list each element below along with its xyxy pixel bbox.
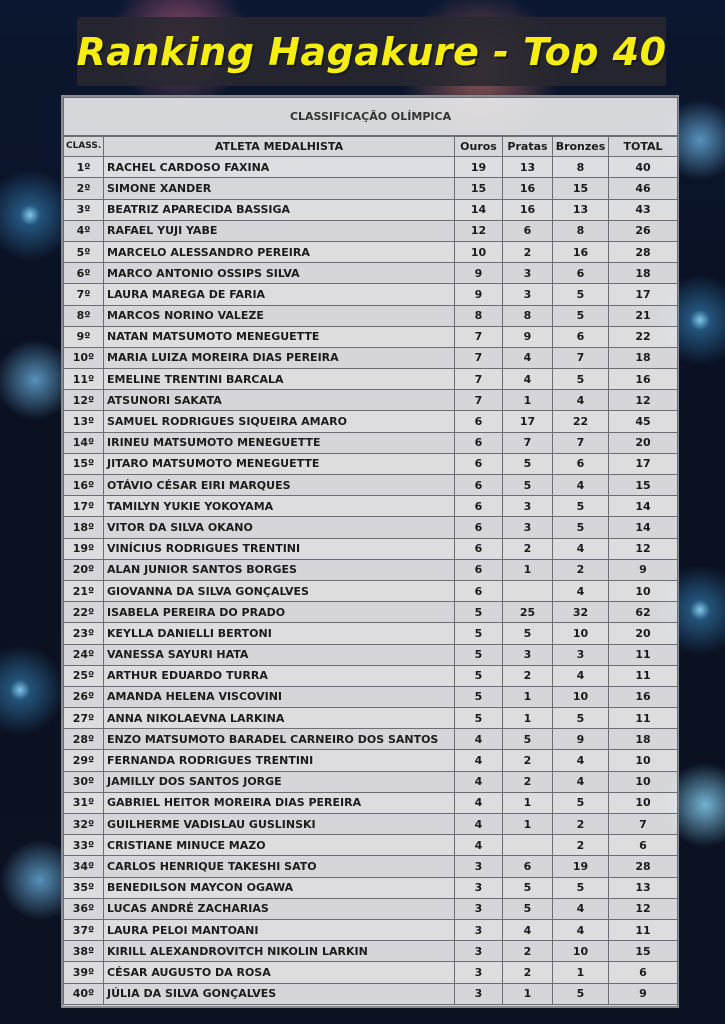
gold-count: 19 <box>455 157 503 178</box>
gold-count: 9 <box>455 284 503 305</box>
silver-count: 1 <box>503 814 553 835</box>
gold-count: 6 <box>455 411 503 432</box>
gold-count: 6 <box>455 453 503 474</box>
header-silver: Pratas <box>503 136 553 157</box>
athlete-name: CARLOS HENRIQUE TAKESHI SATO <box>104 856 455 877</box>
rank-cell: 39º <box>64 962 104 983</box>
total-count: 11 <box>609 919 678 940</box>
silver-count: 17 <box>503 411 553 432</box>
total-count: 62 <box>609 602 678 623</box>
table-row <box>64 432 678 453</box>
table-row <box>64 157 678 178</box>
athlete-name: LUCAS ANDRÉ ZACHARIAS <box>104 898 455 919</box>
table-header-row <box>64 136 678 157</box>
table-row <box>64 729 678 750</box>
athlete-name: NATAN MATSUMOTO MENEGUETTE <box>104 326 455 347</box>
rank-cell: 23º <box>64 623 104 644</box>
rank-cell: 7º <box>64 284 104 305</box>
page-title: Ranking Hagakure - Top 40 <box>76 29 667 74</box>
total-count: 9 <box>609 983 678 1004</box>
rank-cell: 21º <box>64 580 104 601</box>
athlete-name: ANNA NIKOLAEVNA LARKINA <box>104 708 455 729</box>
table-row <box>64 284 678 305</box>
athlete-name: VITOR DA SILVA OKANO <box>104 517 455 538</box>
gold-count: 5 <box>455 708 503 729</box>
rank-cell: 27º <box>64 708 104 729</box>
bronze-count: 5 <box>553 369 609 390</box>
bronze-count: 5 <box>553 983 609 1004</box>
table-caption: CLASSIFICAÇÃO OLÍMPICA <box>64 98 678 136</box>
table-row <box>64 623 678 644</box>
athlete-name: ENZO MATSUMOTO BARADEL CARNEIRO DOS SANTOS <box>104 729 455 750</box>
total-count: 9 <box>609 559 678 580</box>
bronze-count: 4 <box>553 475 609 496</box>
total-count: 17 <box>609 453 678 474</box>
total-count: 26 <box>609 220 678 241</box>
total-count: 28 <box>609 856 678 877</box>
rank-cell: 16º <box>64 475 104 496</box>
table-row <box>64 178 678 199</box>
table-row <box>64 792 678 813</box>
table-row <box>64 750 678 771</box>
total-count: 13 <box>609 877 678 898</box>
athlete-name: GABRIEL HEITOR MOREIRA DIAS PEREIRA <box>104 792 455 813</box>
gold-count: 7 <box>455 390 503 411</box>
header-bronze: Bronzes <box>553 136 609 157</box>
bronze-count: 16 <box>553 241 609 262</box>
gold-count: 4 <box>455 814 503 835</box>
table-row <box>64 941 678 962</box>
gold-count: 8 <box>455 305 503 326</box>
bronze-count: 6 <box>553 453 609 474</box>
bronze-count: 22 <box>553 411 609 432</box>
bronze-count: 3 <box>553 644 609 665</box>
gold-count: 6 <box>455 559 503 580</box>
silver-count: 1 <box>503 708 553 729</box>
gold-count: 3 <box>455 919 503 940</box>
athlete-name: LAURA MAREGA DE FARIA <box>104 284 455 305</box>
rank-cell: 19º <box>64 538 104 559</box>
gold-count: 14 <box>455 199 503 220</box>
rank-cell: 9º <box>64 326 104 347</box>
athlete-name: JAMILLY DOS SANTOS JORGE <box>104 771 455 792</box>
silver-count: 16 <box>503 178 553 199</box>
rank-cell: 3º <box>64 199 104 220</box>
silver-count: 5 <box>503 475 553 496</box>
table-row <box>64 411 678 432</box>
bronze-count: 4 <box>553 771 609 792</box>
rank-cell: 33º <box>64 835 104 856</box>
total-count: 6 <box>609 962 678 983</box>
bronze-count: 4 <box>553 919 609 940</box>
rank-cell: 38º <box>64 941 104 962</box>
gold-count: 6 <box>455 517 503 538</box>
gold-count: 3 <box>455 941 503 962</box>
bronze-count: 4 <box>553 750 609 771</box>
bronze-count: 10 <box>553 941 609 962</box>
silver-count: 5 <box>503 729 553 750</box>
bronze-count: 6 <box>553 263 609 284</box>
silver-count: 5 <box>503 623 553 644</box>
rank-cell: 24º <box>64 644 104 665</box>
rank-cell: 32º <box>64 814 104 835</box>
table-row <box>64 983 678 1004</box>
bronze-count: 5 <box>553 517 609 538</box>
athlete-name: ALAN JUNIOR SANTOS BORGES <box>104 559 455 580</box>
gold-count: 4 <box>455 771 503 792</box>
silver-count: 3 <box>503 284 553 305</box>
gold-count: 4 <box>455 835 503 856</box>
table-body <box>64 157 678 1005</box>
total-count: 12 <box>609 898 678 919</box>
total-count: 20 <box>609 623 678 644</box>
athlete-name: VINÍCIUS RODRIGUES TRENTINI <box>104 538 455 559</box>
rank-cell: 18º <box>64 517 104 538</box>
total-count: 11 <box>609 665 678 686</box>
total-count: 18 <box>609 263 678 284</box>
total-count: 15 <box>609 475 678 496</box>
table-row <box>64 919 678 940</box>
table-row <box>64 898 678 919</box>
silver-count: 5 <box>503 453 553 474</box>
bronze-count: 4 <box>553 665 609 686</box>
table-row <box>64 453 678 474</box>
gold-count: 4 <box>455 729 503 750</box>
athlete-name: IRINEU MATSUMOTO MENEGUETTE <box>104 432 455 453</box>
bronze-count: 19 <box>553 856 609 877</box>
table-row <box>64 305 678 326</box>
rank-cell: 10º <box>64 347 104 368</box>
athlete-name: MARCO ANTONIO OSSIPS SILVA <box>104 263 455 284</box>
total-count: 15 <box>609 941 678 962</box>
total-count: 40 <box>609 157 678 178</box>
athlete-name: CRISTIANE MINUCE MAZO <box>104 835 455 856</box>
silver-count: 1 <box>503 792 553 813</box>
total-count: 22 <box>609 326 678 347</box>
silver-count: 6 <box>503 856 553 877</box>
total-count: 7 <box>609 814 678 835</box>
athlete-name: RACHEL CARDOSO FAXINA <box>104 157 455 178</box>
bronze-count: 4 <box>553 898 609 919</box>
rank-cell: 13º <box>64 411 104 432</box>
gold-count: 6 <box>455 432 503 453</box>
silver-count: 2 <box>503 538 553 559</box>
total-count: 43 <box>609 199 678 220</box>
rank-cell: 1º <box>64 157 104 178</box>
gold-count: 5 <box>455 602 503 623</box>
gold-count: 3 <box>455 962 503 983</box>
silver-count: 2 <box>503 771 553 792</box>
gold-count: 10 <box>455 241 503 262</box>
total-count: 18 <box>609 729 678 750</box>
bronze-count: 9 <box>553 729 609 750</box>
bronze-count: 10 <box>553 623 609 644</box>
gold-count: 4 <box>455 792 503 813</box>
gold-count: 5 <box>455 665 503 686</box>
athlete-name: BEATRIZ APARECIDA BASSIGA <box>104 199 455 220</box>
table-row <box>64 369 678 390</box>
total-count: 11 <box>609 708 678 729</box>
table-row <box>64 390 678 411</box>
athlete-name: AMANDA HELENA VISCOVINI <box>104 686 455 707</box>
silver-count: 4 <box>503 369 553 390</box>
silver-count: 1 <box>503 983 553 1004</box>
total-count: 12 <box>609 390 678 411</box>
rank-cell: 2º <box>64 178 104 199</box>
athlete-name: ARTHUR EDUARDO TURRA <box>104 665 455 686</box>
silver-count: 5 <box>503 877 553 898</box>
total-count: 46 <box>609 178 678 199</box>
bronze-count: 6 <box>553 326 609 347</box>
athlete-name: JITARO MATSUMOTO MENEGUETTE <box>104 453 455 474</box>
athlete-name: MARCELO ALESSANDRO PEREIRA <box>104 241 455 262</box>
total-count: 16 <box>609 369 678 390</box>
table-row <box>64 347 678 368</box>
table-row <box>64 241 678 262</box>
gold-count: 12 <box>455 220 503 241</box>
table-row <box>64 475 678 496</box>
total-count: 14 <box>609 496 678 517</box>
rank-cell: 4º <box>64 220 104 241</box>
table-row <box>64 708 678 729</box>
rank-cell: 15º <box>64 453 104 474</box>
bronze-count: 5 <box>553 284 609 305</box>
rank-cell: 29º <box>64 750 104 771</box>
table-row <box>64 199 678 220</box>
gold-count: 3 <box>455 877 503 898</box>
rank-cell: 34º <box>64 856 104 877</box>
athlete-name: GUILHERME VADISLAU GUSLINSKI <box>104 814 455 835</box>
title-banner <box>77 17 666 86</box>
bronze-count: 10 <box>553 686 609 707</box>
gold-count: 4 <box>455 750 503 771</box>
total-count: 10 <box>609 771 678 792</box>
header-total: TOTAL <box>609 136 678 157</box>
athlete-name: MARIA LUIZA MOREIRA DIAS PEREIRA <box>104 347 455 368</box>
silver-count: 4 <box>503 347 553 368</box>
total-count: 14 <box>609 517 678 538</box>
total-count: 10 <box>609 580 678 601</box>
rank-cell: 12º <box>64 390 104 411</box>
bronze-count: 8 <box>553 220 609 241</box>
silver-count: 13 <box>503 157 553 178</box>
total-count: 11 <box>609 644 678 665</box>
silver-count: 5 <box>503 898 553 919</box>
bronze-count: 7 <box>553 432 609 453</box>
gold-count: 6 <box>455 475 503 496</box>
athlete-name: BENEDILSON MAYCON OGAWA <box>104 877 455 898</box>
bronze-count: 5 <box>553 792 609 813</box>
table-row <box>64 686 678 707</box>
gold-count: 15 <box>455 178 503 199</box>
bronze-count: 8 <box>553 157 609 178</box>
athlete-name: TAMILYN YUKIE YOKOYAMA <box>104 496 455 517</box>
bronze-count: 7 <box>553 347 609 368</box>
rank-cell: 5º <box>64 241 104 262</box>
gold-count: 5 <box>455 623 503 644</box>
table-row <box>64 665 678 686</box>
bronze-count: 4 <box>553 580 609 601</box>
table-row <box>64 326 678 347</box>
rank-cell: 28º <box>64 729 104 750</box>
silver-count: 1 <box>503 559 553 580</box>
athlete-name: ATSUNORI SAKATA <box>104 390 455 411</box>
gold-count: 6 <box>455 538 503 559</box>
table-row <box>64 644 678 665</box>
table-row <box>64 771 678 792</box>
table-row <box>64 580 678 601</box>
athlete-name: VANESSA SAYURI HATA <box>104 644 455 665</box>
bronze-count: 2 <box>553 559 609 580</box>
bronze-count: 2 <box>553 814 609 835</box>
bronze-count: 15 <box>553 178 609 199</box>
silver-count: 3 <box>503 263 553 284</box>
total-count: 20 <box>609 432 678 453</box>
silver-count: 9 <box>503 326 553 347</box>
athlete-name: KIRILL ALEXANDROVITCH NIKOLIN LARKIN <box>104 941 455 962</box>
total-count: 12 <box>609 538 678 559</box>
total-count: 16 <box>609 686 678 707</box>
silver-count: 3 <box>503 517 553 538</box>
silver-count: 7 <box>503 432 553 453</box>
gold-count: 7 <box>455 369 503 390</box>
athlete-name: EMELINE TRENTINI BARCALA <box>104 369 455 390</box>
silver-count: 1 <box>503 390 553 411</box>
rank-cell: 25º <box>64 665 104 686</box>
rank-cell: 35º <box>64 877 104 898</box>
bronze-count: 5 <box>553 708 609 729</box>
total-count: 10 <box>609 750 678 771</box>
gold-count: 6 <box>455 580 503 601</box>
athlete-name: FERNANDA RODRIGUES TRENTINI <box>104 750 455 771</box>
rank-cell: 20º <box>64 559 104 580</box>
total-count: 18 <box>609 347 678 368</box>
silver-count: 3 <box>503 496 553 517</box>
header-gold: Ouros <box>455 136 503 157</box>
silver-count <box>503 835 553 856</box>
gold-count: 3 <box>455 983 503 1004</box>
gold-count: 3 <box>455 898 503 919</box>
rank-cell: 17º <box>64 496 104 517</box>
bronze-count: 13 <box>553 199 609 220</box>
table-row <box>64 263 678 284</box>
athlete-name: OTÁVIO CÉSAR EIRI MARQUES <box>104 475 455 496</box>
total-count: 45 <box>609 411 678 432</box>
bronze-count: 4 <box>553 538 609 559</box>
table-row <box>64 496 678 517</box>
rank-cell: 37º <box>64 919 104 940</box>
total-count: 17 <box>609 284 678 305</box>
athlete-name: MARCOS NORINO VALEZE <box>104 305 455 326</box>
bronze-count: 4 <box>553 390 609 411</box>
ranking-table <box>63 97 678 1005</box>
total-count: 10 <box>609 792 678 813</box>
silver-count: 2 <box>503 962 553 983</box>
rank-cell: 6º <box>64 263 104 284</box>
gold-count: 7 <box>455 347 503 368</box>
gold-count: 5 <box>455 686 503 707</box>
header-class: CLASS. <box>64 136 104 157</box>
rank-cell: 31º <box>64 792 104 813</box>
rank-cell: 11º <box>64 369 104 390</box>
silver-count: 2 <box>503 941 553 962</box>
athlete-name: JÚLIA DA SILVA GONÇALVES <box>104 983 455 1004</box>
table-row <box>64 814 678 835</box>
silver-count: 2 <box>503 750 553 771</box>
bronze-count: 32 <box>553 602 609 623</box>
table-row <box>64 877 678 898</box>
gold-count: 9 <box>455 263 503 284</box>
bronze-count: 1 <box>553 962 609 983</box>
silver-count: 8 <box>503 305 553 326</box>
silver-count: 6 <box>503 220 553 241</box>
gold-count: 7 <box>455 326 503 347</box>
gold-count: 5 <box>455 644 503 665</box>
athlete-name: LAURA PELOI MANTOANI <box>104 919 455 940</box>
athlete-name: KEYLLA DANIELLI BERTONI <box>104 623 455 644</box>
rank-cell: 26º <box>64 686 104 707</box>
table-row <box>64 602 678 623</box>
total-count: 6 <box>609 835 678 856</box>
bronze-count: 2 <box>553 835 609 856</box>
ranking-table-container <box>61 95 679 1008</box>
table-row <box>64 538 678 559</box>
rank-cell: 14º <box>64 432 104 453</box>
athlete-name: SIMONE XANDER <box>104 178 455 199</box>
gold-count: 3 <box>455 856 503 877</box>
table-row <box>64 559 678 580</box>
silver-count: 1 <box>503 686 553 707</box>
athlete-name: GIOVANNA DA SILVA GONÇALVES <box>104 580 455 601</box>
total-count: 28 <box>609 241 678 262</box>
rank-cell: 40º <box>64 983 104 1004</box>
silver-count <box>503 580 553 601</box>
table-row <box>64 517 678 538</box>
silver-count: 2 <box>503 241 553 262</box>
table-row <box>64 220 678 241</box>
athlete-name: SAMUEL RODRIGUES SIQUEIRA AMARO <box>104 411 455 432</box>
bronze-count: 5 <box>553 496 609 517</box>
rank-cell: 36º <box>64 898 104 919</box>
total-count: 21 <box>609 305 678 326</box>
silver-count: 4 <box>503 919 553 940</box>
silver-count: 3 <box>503 644 553 665</box>
bronze-count: 5 <box>553 305 609 326</box>
header-athlete: ATLETA MEDALHISTA <box>104 136 455 157</box>
gold-count: 6 <box>455 496 503 517</box>
silver-count: 2 <box>503 665 553 686</box>
rank-cell: 22º <box>64 602 104 623</box>
table-row <box>64 856 678 877</box>
table-row <box>64 962 678 983</box>
bronze-count: 5 <box>553 877 609 898</box>
table-row <box>64 835 678 856</box>
silver-count: 25 <box>503 602 553 623</box>
athlete-name: ISABELA PEREIRA DO PRADO <box>104 602 455 623</box>
silver-count: 16 <box>503 199 553 220</box>
rank-cell: 8º <box>64 305 104 326</box>
athlete-name: CÉSAR AUGUSTO DA ROSA <box>104 962 455 983</box>
rank-cell: 30º <box>64 771 104 792</box>
athlete-name: RAFAEL YUJI YABE <box>104 220 455 241</box>
